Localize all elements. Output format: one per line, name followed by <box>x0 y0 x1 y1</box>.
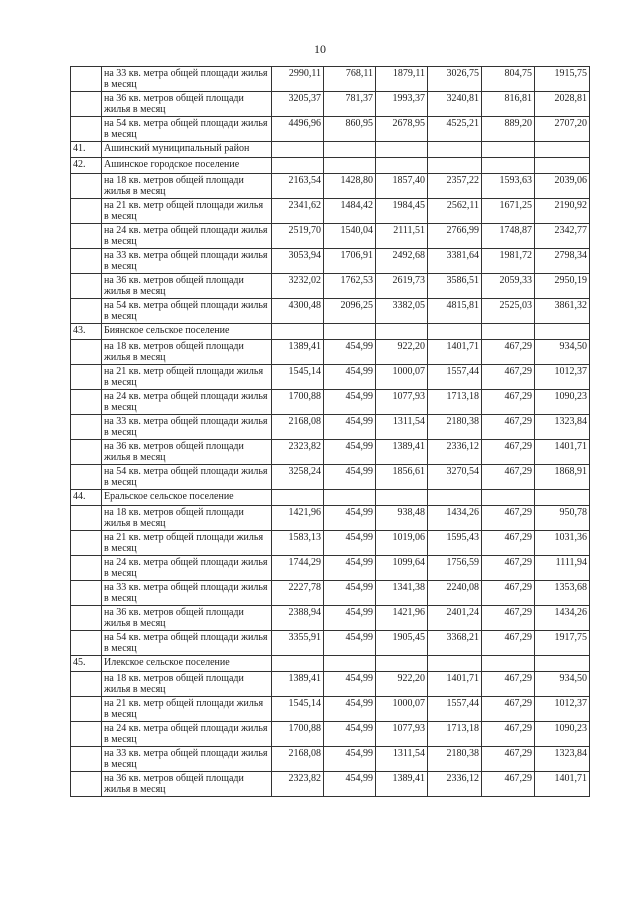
row-number <box>71 672 102 697</box>
row-label: на 36 кв. метров общей площади жилья в месяц <box>102 92 272 117</box>
row-number <box>71 631 102 656</box>
value-cell-col6: 1868,91 <box>535 465 590 490</box>
value-cell-col3: 922,20 <box>376 340 428 365</box>
value-cell-col4: 3368,21 <box>428 631 482 656</box>
section-row <box>71 324 590 340</box>
value-cell-col2: 454,99 <box>324 672 376 697</box>
value-cell-col6: 1917,75 <box>535 631 590 656</box>
value-cell-col2: 454,99 <box>324 606 376 631</box>
value-cell-col6 <box>535 324 590 340</box>
value-cell-col2: 454,99 <box>324 631 376 656</box>
table-row <box>71 772 590 797</box>
value-cell-col2: 454,99 <box>324 440 376 465</box>
value-cell-col5: 1981,72 <box>482 249 535 274</box>
value-cell-col5: 467,29 <box>482 340 535 365</box>
value-cell-col5: 467,29 <box>482 747 535 772</box>
value-cell-col1: 3355,91 <box>272 631 324 656</box>
value-cell-col1: 3205,37 <box>272 92 324 117</box>
table-row <box>71 581 590 606</box>
row-label: на 24 кв. метра общей площади жилья в месяц <box>102 224 272 249</box>
value-cell-col5: 467,29 <box>482 415 535 440</box>
row-number <box>71 440 102 465</box>
value-cell-col6: 934,50 <box>535 340 590 365</box>
row-label: на 18 кв. метров общей площади жилья в месяц <box>102 506 272 531</box>
section-row <box>71 158 590 174</box>
value-cell-col5: 467,29 <box>482 631 535 656</box>
table-body <box>71 67 590 797</box>
table-row <box>71 722 590 747</box>
value-cell-col6: 934,50 <box>535 672 590 697</box>
row-number <box>71 506 102 531</box>
table-row <box>71 631 590 656</box>
value-cell-col4: 2336,12 <box>428 440 482 465</box>
value-cell-col3: 1000,07 <box>376 365 428 390</box>
value-cell-col2: 768,11 <box>324 67 376 92</box>
value-cell-col6: 2798,34 <box>535 249 590 274</box>
value-cell-col3: 2492,68 <box>376 249 428 274</box>
value-cell-col3: 1879,11 <box>376 67 428 92</box>
value-cell-col3: 1389,41 <box>376 440 428 465</box>
section-row <box>71 656 590 672</box>
value-cell-col1 <box>272 656 324 672</box>
value-cell-col2: 1484,42 <box>324 199 376 224</box>
value-cell-col2: 454,99 <box>324 390 376 415</box>
value-cell-col4: 2336,12 <box>428 772 482 797</box>
table-row <box>71 697 590 722</box>
value-cell-col3: 3382,05 <box>376 299 428 324</box>
value-cell-col1: 3258,24 <box>272 465 324 490</box>
value-cell-col3: 938,48 <box>376 506 428 531</box>
value-cell-col1: 2341,62 <box>272 199 324 224</box>
row-label: на 33 кв. метра общей площади жилья в месяц <box>102 747 272 772</box>
row-label: на 21 кв. метр общей площади жилья в месяц <box>102 199 272 224</box>
value-cell-col1: 4496,96 <box>272 117 324 142</box>
row-label: на 24 кв. метра общей площади жилья в месяц <box>102 390 272 415</box>
section-title: Биянское сельское поселение <box>102 324 272 340</box>
value-cell-col1: 1700,88 <box>272 722 324 747</box>
value-cell-col6: 1012,37 <box>535 697 590 722</box>
value-cell-col4 <box>428 490 482 506</box>
value-cell-col4: 2180,38 <box>428 747 482 772</box>
value-cell-col4: 1713,18 <box>428 390 482 415</box>
value-cell-col6: 3861,32 <box>535 299 590 324</box>
table-row <box>71 92 590 117</box>
value-cell-col5: 2059,33 <box>482 274 535 299</box>
value-cell-col6: 1090,23 <box>535 390 590 415</box>
row-number: 45. <box>71 656 102 672</box>
value-cell-col3 <box>376 142 428 158</box>
page-number: 10 <box>314 42 326 56</box>
section-title: Еральское сельское поселение <box>102 490 272 506</box>
value-cell-col2: 454,99 <box>324 581 376 606</box>
value-cell-col6: 1434,26 <box>535 606 590 631</box>
value-cell-col1: 2519,70 <box>272 224 324 249</box>
value-cell-col1: 3232,02 <box>272 274 324 299</box>
value-cell-col5: 467,29 <box>482 772 535 797</box>
row-label: на 21 кв. метр общей площади жилья в месяц <box>102 531 272 556</box>
value-cell-col6 <box>535 158 590 174</box>
value-cell-col4 <box>428 324 482 340</box>
value-cell-col4: 2240,08 <box>428 581 482 606</box>
row-number <box>71 117 102 142</box>
value-cell-col4 <box>428 142 482 158</box>
row-number <box>71 365 102 390</box>
value-cell-col5: 467,29 <box>482 531 535 556</box>
row-number <box>71 772 102 797</box>
value-cell-col4: 3240,81 <box>428 92 482 117</box>
value-cell-col2: 1706,91 <box>324 249 376 274</box>
value-cell-col5: 467,29 <box>482 697 535 722</box>
table-row <box>71 224 590 249</box>
value-cell-col1: 4300,48 <box>272 299 324 324</box>
value-cell-col1: 2323,82 <box>272 772 324 797</box>
value-cell-col5: 467,29 <box>482 556 535 581</box>
value-cell-col1: 2168,08 <box>272 747 324 772</box>
value-cell-col3: 1000,07 <box>376 697 428 722</box>
row-label: на 21 кв. метр общей площади жилья в месяц <box>102 365 272 390</box>
value-cell-col2: 2096,25 <box>324 299 376 324</box>
value-cell-col6: 2028,81 <box>535 92 590 117</box>
value-cell-col4: 1557,44 <box>428 365 482 390</box>
row-label: на 36 кв. метров общей площади жилья в месяц <box>102 274 272 299</box>
row-number <box>71 581 102 606</box>
value-cell-col2: 454,99 <box>324 697 376 722</box>
value-cell-col5: 467,29 <box>482 390 535 415</box>
section-title: Ашинское городское поселение <box>102 158 272 174</box>
row-number: 42. <box>71 158 102 174</box>
value-cell-col4: 1713,18 <box>428 722 482 747</box>
value-cell-col6: 2707,20 <box>535 117 590 142</box>
value-cell-col5: 467,29 <box>482 672 535 697</box>
value-cell-col5 <box>482 490 535 506</box>
row-label: на 24 кв. метра общей площади жилья в месяц <box>102 722 272 747</box>
table-row <box>71 174 590 199</box>
value-cell-col6 <box>535 656 590 672</box>
row-number: 43. <box>71 324 102 340</box>
row-number <box>71 606 102 631</box>
value-cell-col4: 2766,99 <box>428 224 482 249</box>
row-number <box>71 747 102 772</box>
row-number <box>71 174 102 199</box>
value-cell-col1: 2168,08 <box>272 415 324 440</box>
row-label: на 18 кв. метров общей площади жилья в месяц <box>102 340 272 365</box>
value-cell-col6: 1353,68 <box>535 581 590 606</box>
value-cell-col1: 2323,82 <box>272 440 324 465</box>
table-row <box>71 506 590 531</box>
value-cell-col1 <box>272 324 324 340</box>
value-cell-col1: 2163,54 <box>272 174 324 199</box>
table-row <box>71 415 590 440</box>
value-cell-col4: 1595,43 <box>428 531 482 556</box>
value-cell-col1: 1389,41 <box>272 340 324 365</box>
row-number <box>71 390 102 415</box>
value-cell-col3: 1857,40 <box>376 174 428 199</box>
value-cell-col6 <box>535 490 590 506</box>
value-cell-col3: 1311,54 <box>376 747 428 772</box>
value-cell-col4 <box>428 158 482 174</box>
value-cell-col6: 1915,75 <box>535 67 590 92</box>
table-row <box>71 556 590 581</box>
row-label: на 21 кв. метр общей площади жилья в месяц <box>102 697 272 722</box>
value-cell-col4: 1434,26 <box>428 506 482 531</box>
table-row <box>71 465 590 490</box>
value-cell-col5: 1593,63 <box>482 174 535 199</box>
value-cell-col4: 3270,54 <box>428 465 482 490</box>
value-cell-col3: 1389,41 <box>376 772 428 797</box>
value-cell-col6: 1012,37 <box>535 365 590 390</box>
row-label: на 18 кв. метров общей площади жилья в месяц <box>102 672 272 697</box>
value-cell-col6: 2950,19 <box>535 274 590 299</box>
value-cell-col6: 1031,36 <box>535 531 590 556</box>
value-cell-col3: 2111,51 <box>376 224 428 249</box>
table-row <box>71 747 590 772</box>
value-cell-col5 <box>482 656 535 672</box>
value-cell-col5: 467,29 <box>482 581 535 606</box>
table-row <box>71 531 590 556</box>
value-cell-col6: 1090,23 <box>535 722 590 747</box>
value-cell-col3 <box>376 656 428 672</box>
row-label: на 33 кв. метра общей площади жилья в месяц <box>102 67 272 92</box>
tariff-table <box>70 66 590 797</box>
value-cell-col3: 1856,61 <box>376 465 428 490</box>
section-row <box>71 142 590 158</box>
value-cell-col1 <box>272 142 324 158</box>
table-row <box>71 117 590 142</box>
section-row <box>71 490 590 506</box>
value-cell-col6: 2342,77 <box>535 224 590 249</box>
row-number <box>71 556 102 581</box>
value-cell-col2: 454,99 <box>324 722 376 747</box>
value-cell-col1: 1545,14 <box>272 365 324 390</box>
value-cell-col1: 1389,41 <box>272 672 324 697</box>
value-cell-col3: 2619,73 <box>376 274 428 299</box>
value-cell-col3: 922,20 <box>376 672 428 697</box>
row-label: на 24 кв. метра общей площади жилья в месяц <box>102 556 272 581</box>
table-row <box>71 249 590 274</box>
value-cell-col6: 1323,84 <box>535 747 590 772</box>
value-cell-col4: 3381,64 <box>428 249 482 274</box>
value-cell-col5 <box>482 158 535 174</box>
value-cell-col2: 454,99 <box>324 415 376 440</box>
value-cell-col6: 1323,84 <box>535 415 590 440</box>
table-row <box>71 67 590 92</box>
table-row <box>71 390 590 415</box>
value-cell-col2: 1762,53 <box>324 274 376 299</box>
value-cell-col3 <box>376 158 428 174</box>
row-number <box>71 67 102 92</box>
row-number <box>71 531 102 556</box>
row-number <box>71 722 102 747</box>
row-label: на 36 кв. метров общей площади жилья в месяц <box>102 440 272 465</box>
value-cell-col6 <box>535 142 590 158</box>
value-cell-col4: 1401,71 <box>428 340 482 365</box>
value-cell-col6: 1111,94 <box>535 556 590 581</box>
value-cell-col3: 2678,95 <box>376 117 428 142</box>
value-cell-col3: 1099,64 <box>376 556 428 581</box>
row-label: на 18 кв. метров общей площади жилья в месяц <box>102 174 272 199</box>
value-cell-col5: 467,29 <box>482 506 535 531</box>
value-cell-col4: 4525,21 <box>428 117 482 142</box>
value-cell-col3: 1421,96 <box>376 606 428 631</box>
value-cell-col2: 454,99 <box>324 747 376 772</box>
value-cell-col3: 1311,54 <box>376 415 428 440</box>
row-number <box>71 199 102 224</box>
value-cell-col2: 454,99 <box>324 506 376 531</box>
value-cell-col6: 1401,71 <box>535 772 590 797</box>
value-cell-col6: 2039,06 <box>535 174 590 199</box>
row-label: на 33 кв. метра общей площади жилья в месяц <box>102 581 272 606</box>
value-cell-col1: 1421,96 <box>272 506 324 531</box>
value-cell-col5: 467,29 <box>482 365 535 390</box>
value-cell-col5: 889,20 <box>482 117 535 142</box>
value-cell-col5: 467,29 <box>482 440 535 465</box>
value-cell-col2 <box>324 324 376 340</box>
row-label: на 54 кв. метра общей площади жилья в месяц <box>102 631 272 656</box>
row-label: на 33 кв. метра общей площади жилья в месяц <box>102 415 272 440</box>
table-row <box>71 340 590 365</box>
value-cell-col4: 1557,44 <box>428 697 482 722</box>
value-cell-col5 <box>482 324 535 340</box>
value-cell-col2 <box>324 142 376 158</box>
value-cell-col5: 467,29 <box>482 722 535 747</box>
row-label: на 36 кв. метров общей площади жилья в месяц <box>102 772 272 797</box>
value-cell-col4: 1401,71 <box>428 672 482 697</box>
table-row <box>71 440 590 465</box>
value-cell-col2: 781,37 <box>324 92 376 117</box>
value-cell-col1: 1744,29 <box>272 556 324 581</box>
value-cell-col1: 1545,14 <box>272 697 324 722</box>
value-cell-col4: 2180,38 <box>428 415 482 440</box>
section-title: Ашинский муниципальный район <box>102 142 272 158</box>
row-number <box>71 697 102 722</box>
section-title: Илекское сельское поселение <box>102 656 272 672</box>
value-cell-col5: 1671,25 <box>482 199 535 224</box>
row-label: на 54 кв. метра общей площади жилья в месяц <box>102 117 272 142</box>
row-number <box>71 415 102 440</box>
value-cell-col3: 1341,38 <box>376 581 428 606</box>
table-row <box>71 606 590 631</box>
row-number <box>71 340 102 365</box>
table-row <box>71 199 590 224</box>
row-label: на 54 кв. метра общей площади жилья в месяц <box>102 299 272 324</box>
value-cell-col1: 2990,11 <box>272 67 324 92</box>
row-label: на 33 кв. метра общей площади жилья в месяц <box>102 249 272 274</box>
value-cell-col2: 454,99 <box>324 772 376 797</box>
value-cell-col4: 2562,11 <box>428 199 482 224</box>
value-cell-col3: 1019,06 <box>376 531 428 556</box>
value-cell-col6: 1401,71 <box>535 440 590 465</box>
row-number <box>71 92 102 117</box>
value-cell-col6: 2190,92 <box>535 199 590 224</box>
value-cell-col1: 1583,13 <box>272 531 324 556</box>
row-number <box>71 299 102 324</box>
value-cell-col4: 3586,51 <box>428 274 482 299</box>
value-cell-col1: 2227,78 <box>272 581 324 606</box>
value-cell-col2: 454,99 <box>324 465 376 490</box>
value-cell-col1: 2388,94 <box>272 606 324 631</box>
value-cell-col1: 3053,94 <box>272 249 324 274</box>
row-label: на 36 кв. метров общей площади жилья в месяц <box>102 606 272 631</box>
value-cell-col2: 454,99 <box>324 531 376 556</box>
value-cell-col5: 467,29 <box>482 465 535 490</box>
value-cell-col1: 1700,88 <box>272 390 324 415</box>
table-row <box>71 274 590 299</box>
row-number: 41. <box>71 142 102 158</box>
value-cell-col2: 454,99 <box>324 365 376 390</box>
value-cell-col5 <box>482 142 535 158</box>
value-cell-col4: 1756,59 <box>428 556 482 581</box>
value-cell-col2: 454,99 <box>324 556 376 581</box>
value-cell-col6: 950,78 <box>535 506 590 531</box>
row-number <box>71 224 102 249</box>
value-cell-col3 <box>376 324 428 340</box>
value-cell-col2: 1540,04 <box>324 224 376 249</box>
value-cell-col5: 2525,03 <box>482 299 535 324</box>
value-cell-col2 <box>324 158 376 174</box>
value-cell-col2: 860,95 <box>324 117 376 142</box>
row-number <box>71 274 102 299</box>
value-cell-col5: 467,29 <box>482 606 535 631</box>
value-cell-col5: 804,75 <box>482 67 535 92</box>
row-label: на 54 кв. метра общей площади жилья в месяц <box>102 465 272 490</box>
value-cell-col5: 816,81 <box>482 92 535 117</box>
row-number: 44. <box>71 490 102 506</box>
value-cell-col2: 454,99 <box>324 340 376 365</box>
table-row <box>71 299 590 324</box>
value-cell-col3: 1993,37 <box>376 92 428 117</box>
value-cell-col4: 4815,81 <box>428 299 482 324</box>
value-cell-col3: 1984,45 <box>376 199 428 224</box>
value-cell-col3: 1077,93 <box>376 390 428 415</box>
value-cell-col4 <box>428 656 482 672</box>
value-cell-col1 <box>272 158 324 174</box>
value-cell-col1 <box>272 490 324 506</box>
value-cell-col4: 2401,24 <box>428 606 482 631</box>
value-cell-col2 <box>324 656 376 672</box>
row-number <box>71 465 102 490</box>
value-cell-col2: 1428,80 <box>324 174 376 199</box>
table-row <box>71 365 590 390</box>
value-cell-col2 <box>324 490 376 506</box>
table-row <box>71 672 590 697</box>
value-cell-col3: 1905,45 <box>376 631 428 656</box>
value-cell-col4: 2357,22 <box>428 174 482 199</box>
value-cell-col4: 3026,75 <box>428 67 482 92</box>
value-cell-col3: 1077,93 <box>376 722 428 747</box>
value-cell-col5: 1748,87 <box>482 224 535 249</box>
value-cell-col3 <box>376 490 428 506</box>
row-number <box>71 249 102 274</box>
